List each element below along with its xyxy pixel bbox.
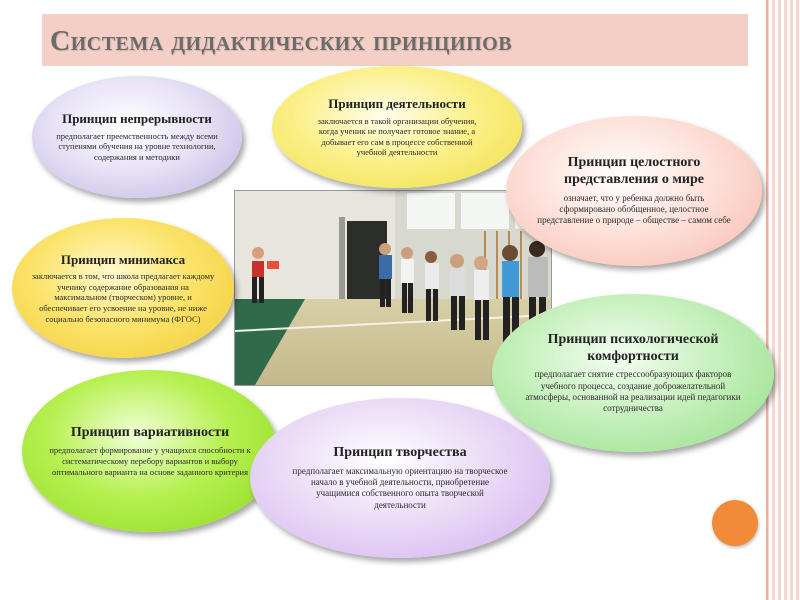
principle-variability-description: предполагает формирование у учащихся способности к систематическому перебору вариантов и выбору оптимального варианта на основе заданного критерия xyxy=(49,445,251,477)
principle-minimax xyxy=(12,218,234,358)
principle-minimax-description: заключается в том, что школа предлагает каждому ученику содержание образования на максимальном (творческом) уровне, и обеспечивает его усвоение на уровне, не ниже социально безопасного минимума (ФГОС) xyxy=(31,271,215,324)
principle-minimax-title: Принцип минимакса xyxy=(60,251,186,267)
principle-variability xyxy=(22,370,278,532)
principle-continuity-description: предполагает преемственность между всеми ступенями обучения на уровне технологии, содержания и методики xyxy=(56,130,218,163)
decorative-orange-circle xyxy=(712,500,758,546)
principle-holistic xyxy=(506,116,762,266)
principle-holistic-title: Принцип целостного представления о мире xyxy=(564,155,704,188)
principle-creativity-description: предполагает максимальную ориентацию на творческое начало в учебной деятельности, приобретение учащимися собственного опыта творческой деятельности xyxy=(292,465,508,510)
principle-activity-description: заключается в такой организации обучения, когда ученик не получает готовое знание, а добывает его сам в процессе собственной учебной деятельности xyxy=(317,115,477,158)
principle-comfort xyxy=(492,294,774,452)
principle-continuity xyxy=(32,76,242,198)
principle-creativity-title: Принцип творчества xyxy=(333,445,467,461)
decorative-stripes xyxy=(766,0,800,600)
principle-activity xyxy=(272,66,522,188)
page-title: Система дидактических принципов xyxy=(50,26,513,57)
principle-comfort-description: предполагает снятие стрессообразующих факторов учебного процесса, создание доброжелательной атмосферы, основанной на реализации идей педагогики сотрудничества xyxy=(525,369,741,414)
principle-continuity-title: Принцип непрерывности xyxy=(62,111,212,127)
principle-creativity xyxy=(250,398,550,558)
principle-variability-title: Принцип вариативности xyxy=(70,424,230,440)
principle-holistic-description: означает, что у ребенка должно быть сформировано обобщенное, целостное представление о природе – обществе – самом себе xyxy=(537,192,731,226)
principle-activity-title: Принцип деятельности xyxy=(328,95,466,111)
principle-comfort-title: Принцип психологической комфортности xyxy=(547,331,719,364)
